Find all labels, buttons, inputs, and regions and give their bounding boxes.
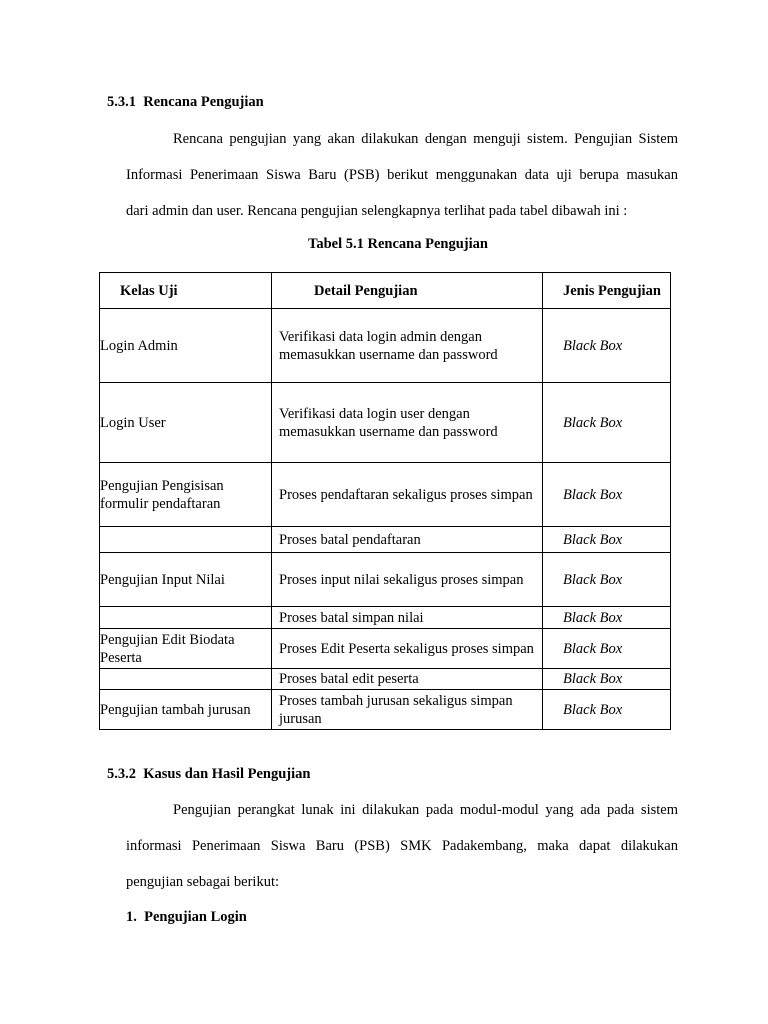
cell-detail: Verifikasi data login user dengan memasukkan username dan password bbox=[272, 383, 543, 463]
table-caption: Tabel 5.1 Rencana Pengujian bbox=[308, 236, 488, 252]
cell-jenis: Black Box bbox=[543, 463, 671, 527]
table-row bbox=[100, 463, 671, 527]
cell-jenis: Black Box bbox=[543, 607, 671, 629]
list-title: Pengujian Login bbox=[144, 909, 247, 925]
cell-kelas bbox=[100, 607, 272, 629]
cell-detail: Proses tambah jurusan sekaligus simpan jurusan bbox=[272, 690, 543, 730]
section-heading-5-3-2 bbox=[107, 766, 310, 783]
cell-detail: Verifikasi data login admin dengan memasukkan username dan password bbox=[272, 309, 543, 383]
cell-jenis: Black Box bbox=[543, 553, 671, 607]
section-title: Kasus dan Hasil Pengujian bbox=[143, 766, 311, 782]
table-row bbox=[100, 607, 671, 629]
table-row bbox=[100, 690, 671, 730]
cell-detail: Proses Edit Peserta sekaligus proses simpan bbox=[272, 629, 543, 669]
cell-kelas: Pengujian Edit Biodata Peserta bbox=[100, 629, 272, 669]
cell-jenis: Black Box bbox=[543, 309, 671, 383]
table-row bbox=[100, 527, 671, 553]
paragraph-rencana bbox=[126, 121, 678, 229]
paragraph-line: pengujian sebagai berikut: bbox=[126, 874, 280, 890]
header-detail-pengujian: Detail Pengujian bbox=[272, 273, 543, 309]
cell-jenis: Black Box bbox=[543, 690, 671, 730]
cell-kelas: Pengujian Input Nilai bbox=[100, 553, 272, 607]
cell-jenis: Black Box bbox=[543, 527, 671, 553]
paragraph-line: Informasi Penerimaan Siswa Baru (PSB) berikut menggunakan data uji berupa masukan bbox=[126, 167, 678, 183]
cell-detail: Proses batal simpan nilai bbox=[272, 607, 543, 629]
table-row bbox=[100, 669, 671, 690]
table-header-row bbox=[100, 273, 671, 309]
cell-kelas: Login User bbox=[100, 383, 272, 463]
cell-kelas: Login Admin bbox=[100, 309, 272, 383]
paragraph-line: Pengujian perangkat lunak ini dilakukan pada modul-modul yang ada pada sistem bbox=[173, 802, 678, 818]
header-jenis-pengujian: Jenis Pengujian bbox=[543, 273, 671, 309]
paragraph-kasus bbox=[126, 792, 678, 900]
cell-jenis: Black Box bbox=[543, 629, 671, 669]
section-number: 5.3.2 bbox=[107, 766, 136, 782]
paragraph-line: informasi Penerimaan Siswa Baru (PSB) SMK Padakembang, maka dapat dilakukan bbox=[126, 838, 678, 854]
paragraph-line: Rencana pengujian yang akan dilakukan dengan menguji sistem. Pengujian Sistem bbox=[173, 131, 678, 147]
cell-detail: Proses batal edit peserta bbox=[272, 669, 543, 690]
section-title: Rencana Pengujian bbox=[143, 94, 264, 110]
cell-detail: Proses pendaftaran sekaligus proses simpan bbox=[272, 463, 543, 527]
cell-kelas bbox=[100, 669, 272, 690]
cell-kelas: Pengujian Pengisisan formulir pendaftaran bbox=[100, 463, 272, 527]
section-heading-5-3-1 bbox=[107, 94, 264, 111]
cell-detail: Proses batal pendaftaran bbox=[272, 527, 543, 553]
table-row bbox=[100, 629, 671, 669]
list-item-pengujian-login bbox=[126, 909, 247, 926]
table-row bbox=[100, 309, 671, 383]
cell-kelas bbox=[100, 527, 272, 553]
table-row bbox=[100, 383, 671, 463]
paragraph-line: dari admin dan user. Rencana pengujian selengkapnya terlihat pada tabel dibawah ini : bbox=[126, 203, 628, 219]
cell-jenis: Black Box bbox=[543, 383, 671, 463]
section-number: 5.3.1 bbox=[107, 94, 136, 110]
list-number: 1. bbox=[126, 909, 137, 925]
cell-jenis: Black Box bbox=[543, 669, 671, 690]
cell-kelas: Pengujian tambah jurusan bbox=[100, 690, 272, 730]
test-plan-table bbox=[99, 272, 671, 730]
table-row bbox=[100, 553, 671, 607]
header-kelas-uji: Kelas Uji bbox=[100, 273, 272, 309]
cell-detail: Proses input nilai sekaligus proses simpan bbox=[272, 553, 543, 607]
